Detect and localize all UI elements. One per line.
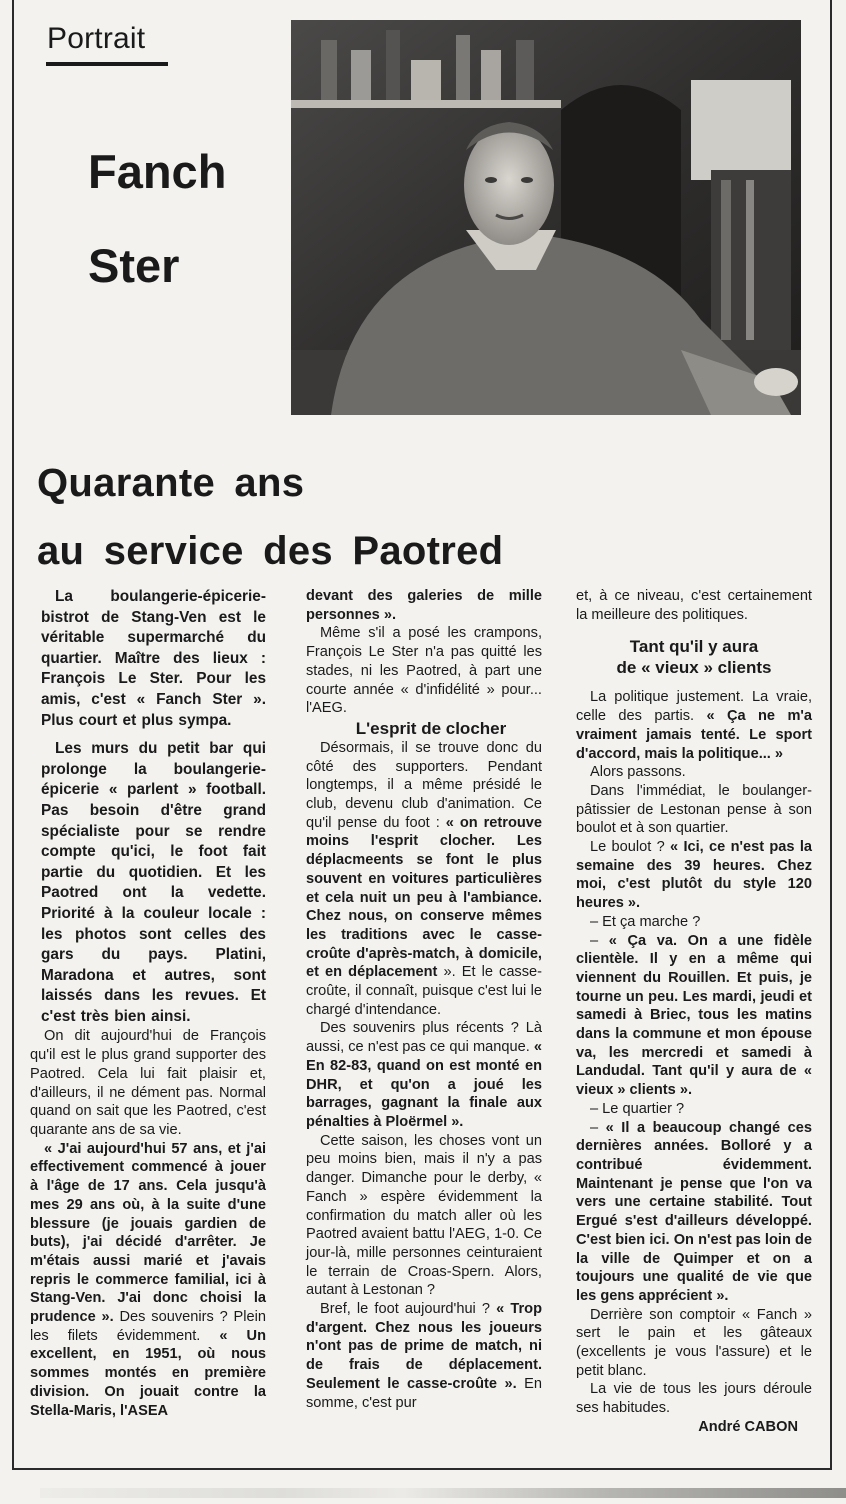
column-3-intro bbox=[576, 587, 812, 624]
paragraph bbox=[41, 739, 266, 1027]
text-run: Alors passons. bbox=[590, 764, 686, 781]
text-run: Des souvenirs ? Plein les filets évidemment. bbox=[30, 1309, 266, 1344]
paragraph bbox=[306, 587, 542, 624]
text-run: ». Et le casse-croûte, il connaît, puisque c'est lui le chargé d'intendance. bbox=[306, 964, 543, 1018]
article-column-1 bbox=[30, 587, 266, 1420]
article-column-2 bbox=[306, 587, 542, 1412]
column-1-body bbox=[30, 1027, 266, 1420]
text-run: – bbox=[590, 1119, 606, 1136]
subheading-line-2: de « vieux » clients bbox=[616, 658, 772, 678]
portrait-photo bbox=[291, 20, 801, 415]
text-run: et, à ce niveau, c'est certainement la meilleure des politiques. bbox=[576, 588, 812, 623]
bold-run: « Un excellent, en 1951, où nous sommes montés en première division. On jouait contre la Stella-Maris, l'ASEA bbox=[30, 1327, 266, 1419]
text-run: On dit aujourd'hui de François qu'il est le plus grand supporter des Paotred. Cela lui fait plaisir et, d'ailleurs, il ne dément pas. Normal quand on sait que les Paotred, c'est quarante ans de sa vie. bbox=[30, 1028, 266, 1138]
paragraph bbox=[576, 782, 812, 838]
paragraph bbox=[30, 1140, 266, 1421]
paragraph bbox=[306, 624, 542, 718]
text-run: – Le quartier ? bbox=[590, 1100, 685, 1117]
paragraph bbox=[576, 1306, 812, 1381]
paragraph bbox=[306, 1019, 542, 1131]
bold-run: La boulangerie-épicerie-bistrot de Stang-Ven est le véritable supermarché du quartier. Maître des lieux : François Le Ster. Pour les amis, c'est « Fanch Ster ». Plus court et plus sympa. bbox=[41, 588, 266, 729]
scan-edge bbox=[40, 1488, 846, 1498]
author-signature: André CABON bbox=[698, 1418, 798, 1435]
text-run: Cette saison, les choses vont un peu moins bien, mais il n'y a pas danger. Dimanche pour le derby, « Fanch » espère évidemment la confirmation du match aller où les Paotred avaient battu l'AEG, 1-0. Ce jour-là, mille personnes ceinturaient le terrain de Croas-Spern. Alors, autant à Lestonan ? bbox=[306, 1132, 542, 1299]
column-2-body bbox=[306, 739, 542, 1412]
text-run: La politique justement. La vraie, celle des partis. bbox=[576, 689, 812, 725]
subheading-line-1: Tant qu'il y aura bbox=[629, 637, 759, 657]
text-run: La vie de tous les jours déroule ses habitudes. bbox=[576, 1381, 812, 1417]
paragraph bbox=[30, 1027, 266, 1139]
paragraph bbox=[306, 739, 542, 1020]
portrait-name-last: Ster bbox=[88, 239, 180, 292]
text-run: Bref, le foot aujourd'hui ? bbox=[320, 1301, 497, 1318]
bold-run: « Ici, ce n'est pas la semaine des 39 heures. Chez moi, c'est plutôt du style 120 heures ». bbox=[576, 839, 812, 912]
paragraph bbox=[576, 688, 812, 763]
bold-run: « J'ai aujourd'hui 57 ans, et j'ai effectivement commencé à jouer à l'âge de 17 ans. Cela jusqu'à mes 29 ans où, à la suite d'une blessure (je jouais gardien de buts), j'ai décidé d'arrêter. Je m'étais aussi marié et j'avais repris le commerce familial, ici à Stang-Ven. J'ai donc choisi la prudence ». bbox=[30, 1140, 266, 1326]
subheading-vieux-clients bbox=[576, 636, 812, 678]
column-2-intro bbox=[306, 587, 542, 718]
paragraph bbox=[576, 838, 812, 913]
paragraph bbox=[576, 1100, 812, 1119]
bold-run: « on retrouve moins l'esprit clocher. Les déplacmeents se font le plus souvent en voitures particulières et cela nuit un peu à l'ambiance. Chez nous, on conserve mêmes les traditions avec le casse-croûte d'après-match, à domicile, et en déplacement bbox=[306, 814, 543, 981]
paragraph bbox=[41, 587, 266, 731]
headline-line-1: Quarante ans bbox=[37, 461, 305, 505]
paragraph bbox=[576, 913, 812, 932]
paragraph bbox=[306, 1132, 542, 1300]
text-run: Désormais, il se trouve donc du côté des supporters. Pendant longtemps, il a même présidé le club, devenu club d'animation. Ce qu'il pense du foot : bbox=[306, 739, 542, 831]
bold-run: « Il a beaucoup changé ces dernières années. Bolloré y a contribué évidemment. Maintenant je pense que l'on va vers une certaine stabilité. Tout Ergué s'est d'ailleurs développé. C'est bien ici. On n'est pas loin de la ville de Quimper et on a toujours une qualité de vie que les gens apprécient ». bbox=[576, 1119, 813, 1304]
paragraph bbox=[576, 1380, 812, 1417]
paragraph bbox=[576, 1119, 812, 1306]
bold-run: devant des galeries de mille personnes ». bbox=[306, 588, 542, 623]
bold-run: « En 82-83, quand on est monté en DHR, et qu'on a joué les barrages, gagnant la finale aux pénalties à Ploërmel ». bbox=[306, 1039, 542, 1130]
bold-run: « Trop d'argent. Chez nous les joueurs n'ont pas de prime de match, ni de frais de déplacement. Seulement le casse-croûte ». bbox=[306, 1301, 543, 1392]
headline-line-2: au service des Paotred bbox=[37, 529, 504, 573]
paragraph bbox=[576, 763, 812, 782]
bold-run: « Ça ne m'a vraiment jamais tenté. Le sport d'accord, mais la politique... » bbox=[576, 708, 813, 762]
text-run: Dans l'immédiat, le boulanger-pâtissier de Lestonan pense à son boulot et à son quartier. bbox=[576, 782, 812, 837]
text-run: Derrière son comptoir « Fanch » sert le pain et les gâteaux (excellents je vous l'assure) et le petit blanc. bbox=[576, 1306, 812, 1379]
text-run: – Et ça marche ? bbox=[590, 913, 701, 930]
column-3-body bbox=[576, 688, 812, 1417]
paragraph bbox=[306, 1300, 542, 1412]
text-run: – bbox=[590, 932, 609, 949]
paragraph bbox=[576, 587, 812, 624]
bold-run: Les murs du petit bar qui prolonge la boulangerie-épicerie « parlent » football. Pas besoin d'être grand spécialiste pour se rendre compte qu'ici, le foot fait partie du quotidien. Et les Paotred ont la vedette. Priorité à la couleur locale : les photos sont celles des gars du pays. Platini, Maradona et autres, sont laissés dans les revues. Et c'est très bien ainsi. bbox=[41, 740, 266, 1025]
text-run: Même s'il a posé les crampons, François Le Ster n'a pas quitté les stades, ni les Paotred, à part une courte année « d'infidélité » pour... l'AEG. bbox=[306, 625, 542, 717]
paragraph bbox=[576, 932, 812, 1100]
text-run: En somme, c'est pur bbox=[306, 1375, 542, 1411]
portrait-name-first: Fanch bbox=[88, 145, 227, 198]
column-1-lead bbox=[30, 587, 266, 1027]
text-run: Le boulot ? bbox=[590, 839, 671, 856]
section-kicker: Portrait bbox=[47, 22, 146, 55]
portrait-photo-image bbox=[291, 20, 801, 415]
subheading-esprit-de-clocher: L'esprit de clocher bbox=[355, 718, 507, 738]
bold-run: « Ça va. On a une fidèle clientèle. Il y en a même qui viennent du Rouillen. Et puis, je tourne un peu. Les mardi, jeudi et samedi à Briec, tous les matins dans la commune et mon épouse va, les mercredi et samedi à Landudal. Tant qu'il y aura de « vieux » clients ». bbox=[576, 932, 812, 1099]
article-column-3 bbox=[576, 587, 812, 1437]
text-run: Des souvenirs plus récents ? Là aussi, ce n'est pas ce qui manque. bbox=[306, 1020, 542, 1056]
kicker-underline bbox=[46, 62, 168, 66]
